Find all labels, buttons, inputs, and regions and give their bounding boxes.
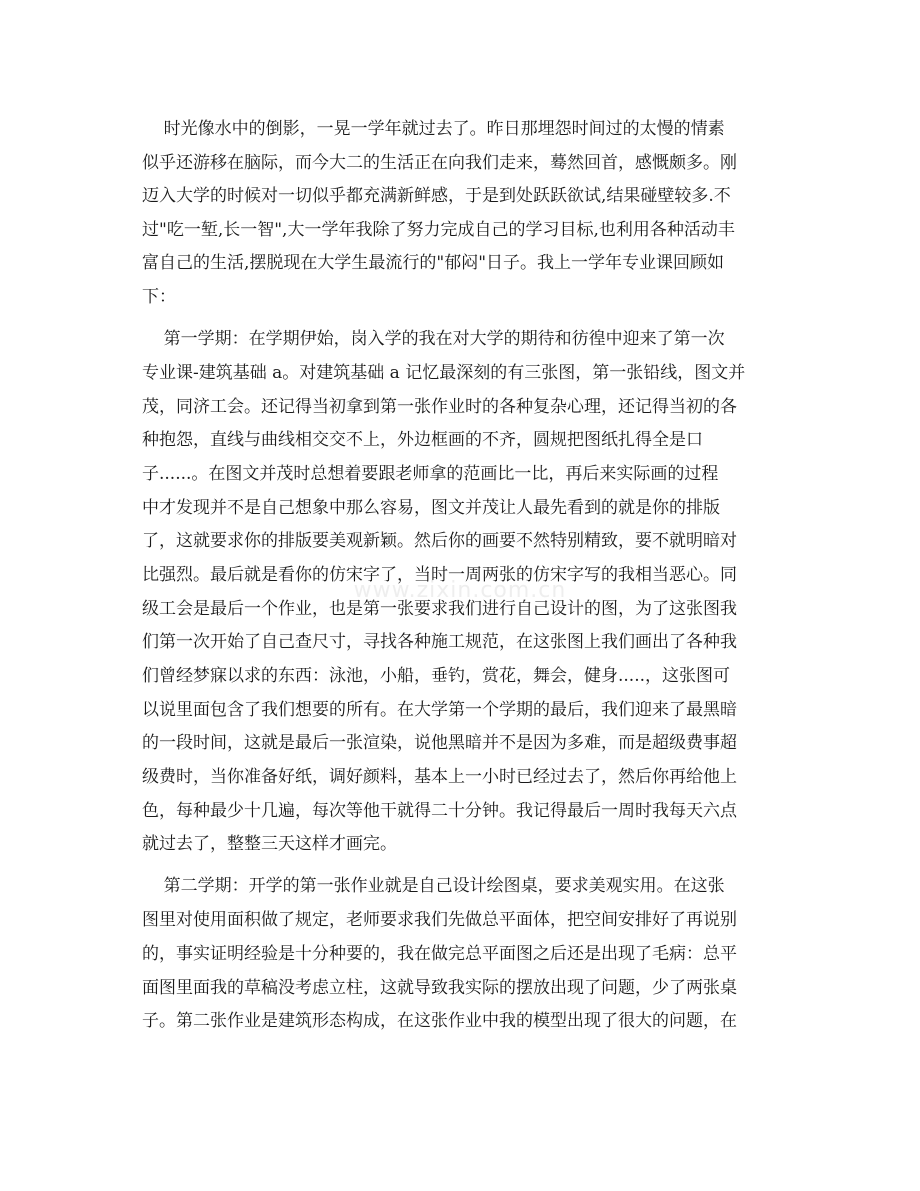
text-line: 们第一次开始了自己查尺寸，寻找各种施工规范，在这张图上我们画出了各种我 (142, 632, 737, 652)
text-line: 下： (142, 287, 176, 307)
text-line: 的一段时间，这就是最后一张渲染，说他黑暗并不是因为多难，而是超级费事超 (142, 733, 737, 753)
text-line: 中才发现并不是自己想象中那么容易，图文并茂让人最先看到的就是你的排版 (142, 498, 720, 518)
text-line: 种抱怨，直线与曲线相交交不上，外边框画的不齐，圆规把图纸扎得全是口 (142, 430, 703, 450)
text-line: 图里对使用面积做了规定，老师要求我们先做总平面体，把空间安排好了再说别 (142, 910, 737, 930)
text-line: 以说里面包含了我们想要的所有。在大学第一个学期的最后，我们迎来了最黑暗 (142, 700, 737, 720)
text-line: 子......。在图文并茂时总想着要跟老师拿的范画比一比，再后来实际画的过程 (142, 464, 719, 484)
text-line: 级费时，当你准备好纸，调好颜料，基本上一小时已经过去了，然后你再给他上 (142, 767, 737, 787)
text-line: 专业课-建筑基础 a。对建筑基础 a 记忆最深刻的有三张图，第一张铅线，图文并 (142, 363, 746, 383)
text-line: 级工会是最后一个作业，也是第一张要求我们进行自己设计的图，为了这张图我 (142, 599, 737, 619)
text-line: 第一学期：在学期伊始，岗入学的我在对大学的期待和彷徨中迎来了第一次 (142, 329, 725, 349)
text-line: 色，每种最少十几遍，每次等他干就得二十分钟。我记得最后一周时我每天六点 (142, 801, 737, 821)
text-line: 时光像水中的倒影，一晃一学年就过去了。昨日那埋怨时间过的太慢的情素 (142, 119, 725, 139)
text-line: 迈入大学的时候对一切似乎都充满新鲜感，于是到处跃跃欲试,结果碰壁较多.不 (142, 186, 731, 206)
text-line: 过"吃一堑,长一智",大一学年我除了努力完成自己的学习目标,也利用各种活动丰 (142, 220, 735, 240)
watermark: www.zixin.com.cn (353, 578, 567, 603)
text-line: 了，这就要求你的排版要美观新颖。然后你的画要不然特别精致，要不就明暗对 (142, 531, 737, 551)
text-line: 的，事实证明经验是十分种要的，我在做完总平面图之后还是出现了毛病：总平 (142, 944, 737, 964)
text-line: 第二学期：开学的第一张作业就是自己设计绘图桌，要求美观实用。在这张 (142, 876, 725, 896)
text-line: 似乎还游移在脑际，而今大二的生活正在向我们走来，蓦然回首，感慨颇多。刚 (142, 153, 737, 173)
text-line: 面图里面我的草稿没考虑立柱，这就导致我实际的摆放出现了问题，少了两张桌 (142, 978, 737, 998)
text-line: 比强烈。最后就是看你的仿宋字了，当时一周两张的仿宋字写的我相当恶心。同 (142, 565, 737, 585)
text-line: 富自己的生活,摆脱现在大学生最流行的"郁闷"日子。我上一学年专业课回顾如 (142, 253, 725, 273)
text-line: 们曾经梦寐以求的东西：泳池，小船，垂钓，赏花，舞会，健身.....，这张图可 (142, 666, 731, 686)
text-line: 茂，同济工会。还记得当初拿到第一张作业时的各种复杂心理，还记得当初的各 (142, 397, 737, 417)
text-line: 子。第二张作业是建筑形态构成，在这张作业中我的模型出现了很大的问题，在 (142, 1011, 737, 1031)
text-line: 就过去了，整整三天这样才画完。 (142, 834, 397, 854)
